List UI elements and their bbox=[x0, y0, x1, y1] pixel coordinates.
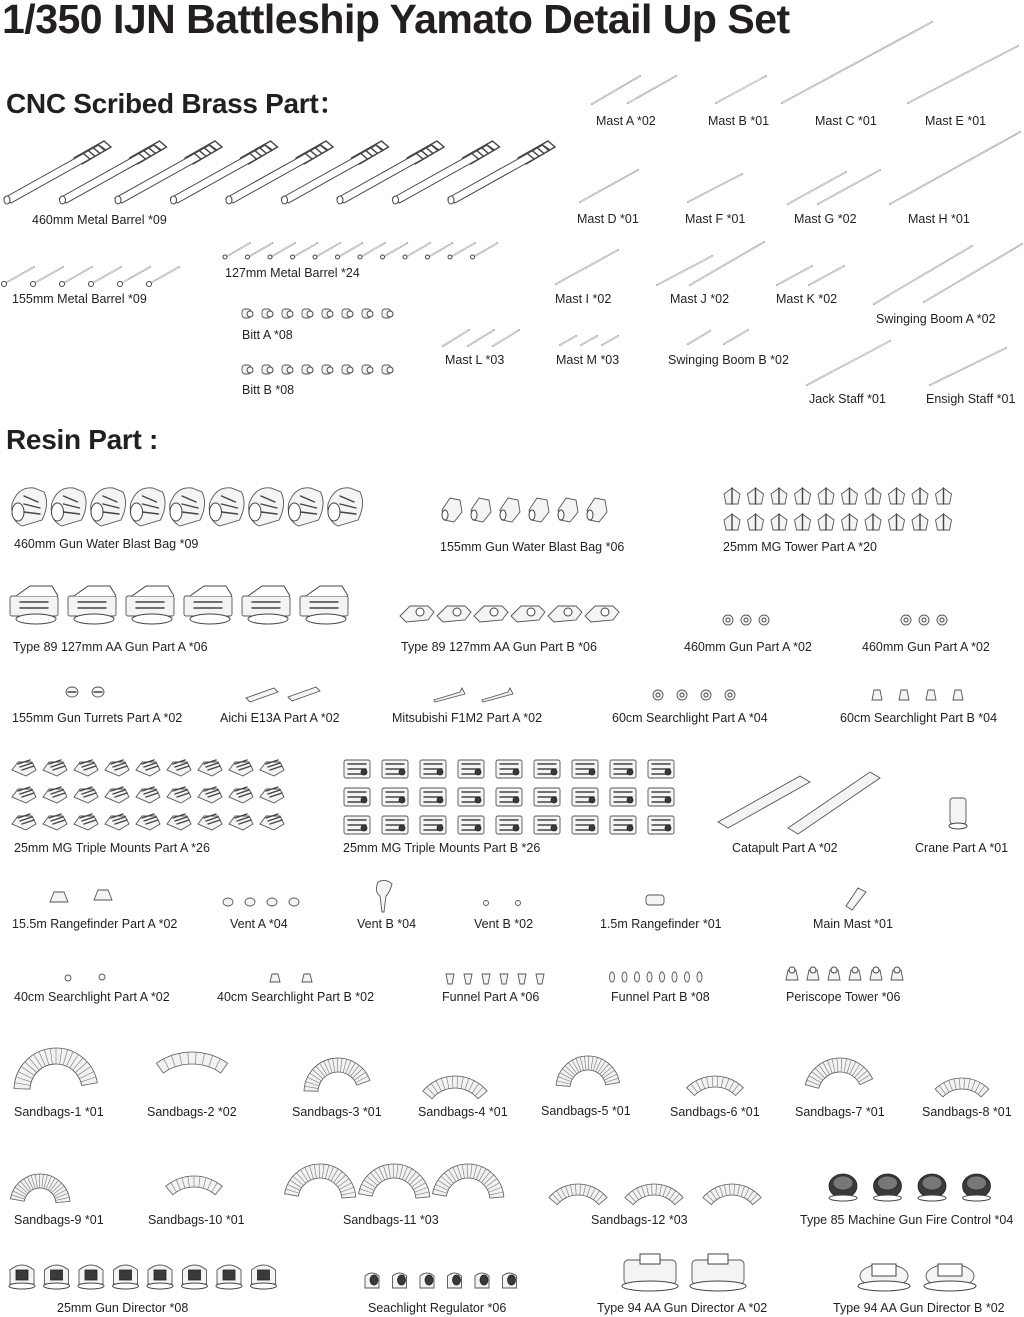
part-label-mast-g: Mast G *02 bbox=[794, 212, 857, 226]
main-mast-drawing bbox=[846, 888, 866, 910]
part-label-sandbags-7: Sandbags-7 *01 bbox=[795, 1105, 885, 1119]
part-label-sandbags-9: Sandbags-9 *01 bbox=[14, 1213, 104, 1227]
sandbags-1-drawing bbox=[14, 1048, 97, 1089]
vent-b-02-drawing bbox=[484, 901, 489, 906]
part-label-aichi-e13a: Aichi E13A Part A *02 bbox=[220, 711, 340, 725]
barrel-460-drawing bbox=[448, 145, 550, 203]
funnel-b-drawing bbox=[685, 972, 690, 982]
part-label-sandbags-12: Sandbags-12 *03 bbox=[591, 1213, 688, 1227]
part-label-catapult-a: Catapult Part A *02 bbox=[732, 841, 838, 855]
funnel-a-drawing bbox=[482, 974, 490, 984]
vent-b-02-drawing bbox=[516, 901, 521, 906]
part-label-sandbags-10: Sandbags-10 *01 bbox=[148, 1213, 245, 1227]
aa-gun-127-a-drawing bbox=[126, 596, 174, 616]
part-label-swinging-boom-b: Swinging Boom B *02 bbox=[668, 353, 789, 367]
sandbags-2-drawing bbox=[156, 1052, 227, 1073]
funnel-b-drawing bbox=[647, 972, 652, 982]
vent-a-drawing bbox=[267, 898, 277, 906]
part-label-mast-b: Mast B *01 bbox=[708, 114, 770, 128]
section-heading-brass: CNC Scribed Brass Part： bbox=[6, 88, 347, 119]
part-label-aa-gun-127-a: Type 89 127mm AA Gun Part A *06 bbox=[13, 640, 208, 654]
part-label-ensign-staff: Ensigh Staff *01 bbox=[926, 392, 1016, 406]
searchlight-40-b-drawing bbox=[270, 974, 280, 982]
searchlight-60-b-drawing bbox=[953, 690, 963, 700]
funnel-b-drawing bbox=[660, 972, 665, 982]
part-label-blast-bag-155: 155mm Gun Water Blast Bag *06 bbox=[440, 540, 625, 554]
part-label-aa-gun-127-b: Type 89 127mm AA Gun Part B *06 bbox=[401, 640, 597, 654]
funnel-a-drawing bbox=[536, 974, 544, 984]
part-label-mast-j: Mast J *02 bbox=[670, 292, 730, 306]
part-label-sandbags-6: Sandbags-6 *01 bbox=[670, 1105, 760, 1119]
part-label-swinging-boom-a: Swinging Boom A *02 bbox=[876, 312, 996, 326]
part-label-mast-e: Mast E *01 bbox=[925, 114, 987, 128]
funnel-b-drawing bbox=[622, 972, 627, 982]
part-label-vent-b-02: Vent B *02 bbox=[474, 917, 534, 931]
part-label-searchlight-regulator: Seachlight Regulator *06 bbox=[368, 1301, 507, 1315]
page-title: 1/350 IJN Battleship Yamato Detail Up Set bbox=[2, 0, 790, 42]
sandbags-11-drawing bbox=[359, 1164, 430, 1198]
searchlight-40-a-drawing bbox=[65, 975, 71, 981]
part-label-mitsubishi-f1m2: Mitsubishi F1M2 Part A *02 bbox=[392, 711, 543, 725]
funnel-b-drawing bbox=[610, 972, 615, 982]
part-label-periscope-tower: Periscope Tower *06 bbox=[786, 990, 901, 1004]
part-label-mg-triple-b: 25mm MG Triple Mounts Part B *26 bbox=[343, 841, 541, 855]
sandbags-12-drawing bbox=[703, 1184, 761, 1205]
part-label-searchlight-40-a: 40cm Searchlight Part A *02 bbox=[14, 990, 170, 1004]
part-label-jack-staff: Jack Staff *01 bbox=[809, 392, 886, 406]
sandbags-3-drawing bbox=[304, 1058, 370, 1091]
vent-a-drawing bbox=[223, 898, 233, 906]
sandbags-4-drawing bbox=[423, 1076, 487, 1099]
part-label-sandbags-3: Sandbags-3 *01 bbox=[292, 1105, 382, 1119]
part-label-turrets-155-a: 155mm Gun Turrets Part A *02 bbox=[12, 711, 183, 725]
part-label-type94-director-a: Type 94 AA Gun Director A *02 bbox=[597, 1301, 768, 1315]
part-label-sandbags-5: Sandbags-5 *01 bbox=[541, 1104, 631, 1118]
part-label-mast-m: Mast M *03 bbox=[556, 353, 620, 367]
funnel-a-drawing bbox=[446, 974, 454, 984]
funnel-a-drawing bbox=[518, 974, 526, 984]
sandbags-11-drawing bbox=[433, 1164, 504, 1198]
barrel-460-drawing bbox=[393, 145, 495, 203]
rangefinder-15-drawing bbox=[646, 895, 664, 905]
barrel-460-drawing bbox=[282, 145, 384, 203]
searchlight-60-b-drawing bbox=[899, 690, 909, 700]
searchlight-40-b-drawing bbox=[302, 974, 312, 982]
part-label-rangefinder-155: 15.5m Rangefinder Part A *02 bbox=[12, 917, 178, 931]
vent-b-04-drawing bbox=[376, 880, 392, 912]
part-label-bitt-b: Bitt B *08 bbox=[242, 383, 295, 397]
sandbags-12-drawing bbox=[549, 1184, 607, 1205]
part-label-blast-bag-460: 460mm Gun Water Blast Bag *09 bbox=[14, 537, 199, 551]
part-label-vent-b-04: Vent B *04 bbox=[357, 917, 417, 931]
searchlight-40-a-drawing bbox=[99, 974, 105, 980]
part-label-mg-triple-a: 25mm MG Triple Mounts Part A *26 bbox=[14, 841, 210, 855]
sandbags-8-drawing bbox=[935, 1078, 989, 1097]
part-label-mast-d: Mast D *01 bbox=[577, 212, 639, 226]
rangefinder-155-drawing bbox=[50, 892, 68, 902]
barrel-460-drawing bbox=[337, 145, 439, 203]
part-label-mast-i: Mast I *02 bbox=[555, 292, 612, 306]
part-label-mast-a: Mast A *02 bbox=[596, 114, 656, 128]
part-label-barrel-460: 460mm Metal Barrel *09 bbox=[32, 213, 167, 227]
part-label-gun-director-25: 25mm Gun Director *08 bbox=[57, 1301, 189, 1315]
aa-gun-127-a-drawing bbox=[184, 596, 232, 616]
part-label-mast-h: Mast H *01 bbox=[908, 212, 970, 226]
barrel-460-drawing bbox=[171, 145, 273, 203]
part-label-gun-460-a-2: 460mm Gun Part A *02 bbox=[862, 640, 990, 654]
part-label-searchlight-60-b: 60cm Searchlight Part B *04 bbox=[840, 711, 998, 725]
part-label-sandbags-4: Sandbags-4 *01 bbox=[418, 1105, 508, 1119]
funnel-b-drawing bbox=[697, 972, 702, 982]
barrel-460-drawing bbox=[60, 145, 162, 203]
aa-gun-127-a-drawing bbox=[242, 596, 290, 616]
mitsubishi-f1m2-drawing bbox=[434, 688, 465, 702]
part-label-main-mast: Main Mast *01 bbox=[813, 917, 893, 931]
sandbags-12-drawing bbox=[625, 1184, 683, 1205]
barrel-460-drawing bbox=[226, 145, 328, 203]
vent-a-drawing bbox=[289, 898, 299, 906]
searchlight-60-b-drawing bbox=[872, 690, 882, 700]
funnel-b-drawing bbox=[672, 972, 677, 982]
part-label-searchlight-60-a: 60cm Searchlight Part A *04 bbox=[612, 711, 768, 725]
part-label-searchlight-40-b: 40cm Searchlight Part B *02 bbox=[217, 990, 375, 1004]
part-label-vent-a: Vent A *04 bbox=[230, 917, 288, 931]
vent-a-drawing bbox=[245, 898, 255, 906]
part-label-bitt-a: Bitt A *08 bbox=[242, 328, 293, 342]
part-label-mast-f: Mast F *01 bbox=[685, 212, 746, 226]
part-label-type85-fire-control: Type 85 Machine Gun Fire Control *04 bbox=[800, 1213, 1014, 1227]
funnel-a-drawing bbox=[500, 974, 508, 984]
part-label-funnel-b: Funnel Part B *08 bbox=[611, 990, 710, 1004]
mitsubishi-f1m2-drawing bbox=[482, 688, 513, 702]
part-label-gun-460-a-1: 460mm Gun Part A *02 bbox=[684, 640, 812, 654]
part-label-mast-k: Mast K *02 bbox=[776, 292, 838, 306]
part-label-crane-a: Crane Part A *01 bbox=[915, 841, 1009, 855]
part-label-barrel-127: 127mm Metal Barrel *24 bbox=[225, 266, 360, 280]
aichi-e13a-drawing bbox=[246, 688, 278, 702]
sandbags-11-drawing bbox=[285, 1164, 356, 1198]
part-label-mast-c: Mast C *01 bbox=[815, 114, 877, 128]
aa-gun-127-a-drawing bbox=[300, 596, 348, 616]
aa-gun-127-a-drawing bbox=[10, 596, 58, 616]
part-label-sandbags-1: Sandbags-1 *01 bbox=[14, 1105, 104, 1119]
funnel-a-drawing bbox=[464, 974, 472, 984]
part-label-mg-tower-a: 25mm MG Tower Part A *20 bbox=[723, 540, 877, 554]
section-heading-resin: Resin Part : bbox=[6, 424, 158, 455]
catapult-a-drawing bbox=[718, 776, 810, 828]
aa-gun-127-a-drawing bbox=[68, 596, 116, 616]
barrel-460-drawing bbox=[4, 145, 106, 203]
part-label-sandbags-11: Sandbags-11 *03 bbox=[343, 1213, 439, 1227]
aichi-e13a-drawing bbox=[288, 687, 320, 701]
part-label-sandbags-2: Sandbags-2 *02 bbox=[147, 1105, 237, 1119]
part-label-barrel-155: 155mm Metal Barrel *09 bbox=[12, 292, 147, 306]
sandbags-6-drawing bbox=[687, 1076, 744, 1095]
searchlight-60-b-drawing bbox=[926, 690, 936, 700]
part-label-mast-l: Mast L *03 bbox=[445, 353, 505, 367]
rangefinder-155-drawing bbox=[94, 890, 112, 900]
part-label-funnel-a: Funnel Part A *06 bbox=[442, 990, 540, 1004]
barrel-460-drawing bbox=[115, 145, 217, 203]
crane-a-drawing bbox=[950, 798, 966, 824]
funnel-b-drawing bbox=[635, 972, 640, 982]
part-label-sandbags-8: Sandbags-8 *01 bbox=[922, 1105, 1012, 1119]
part-label-type94-director-b: Type 94 AA Gun Director B *02 bbox=[833, 1301, 1005, 1315]
part-label-rangefinder-15: 1.5m Rangefinder *01 bbox=[600, 917, 722, 931]
